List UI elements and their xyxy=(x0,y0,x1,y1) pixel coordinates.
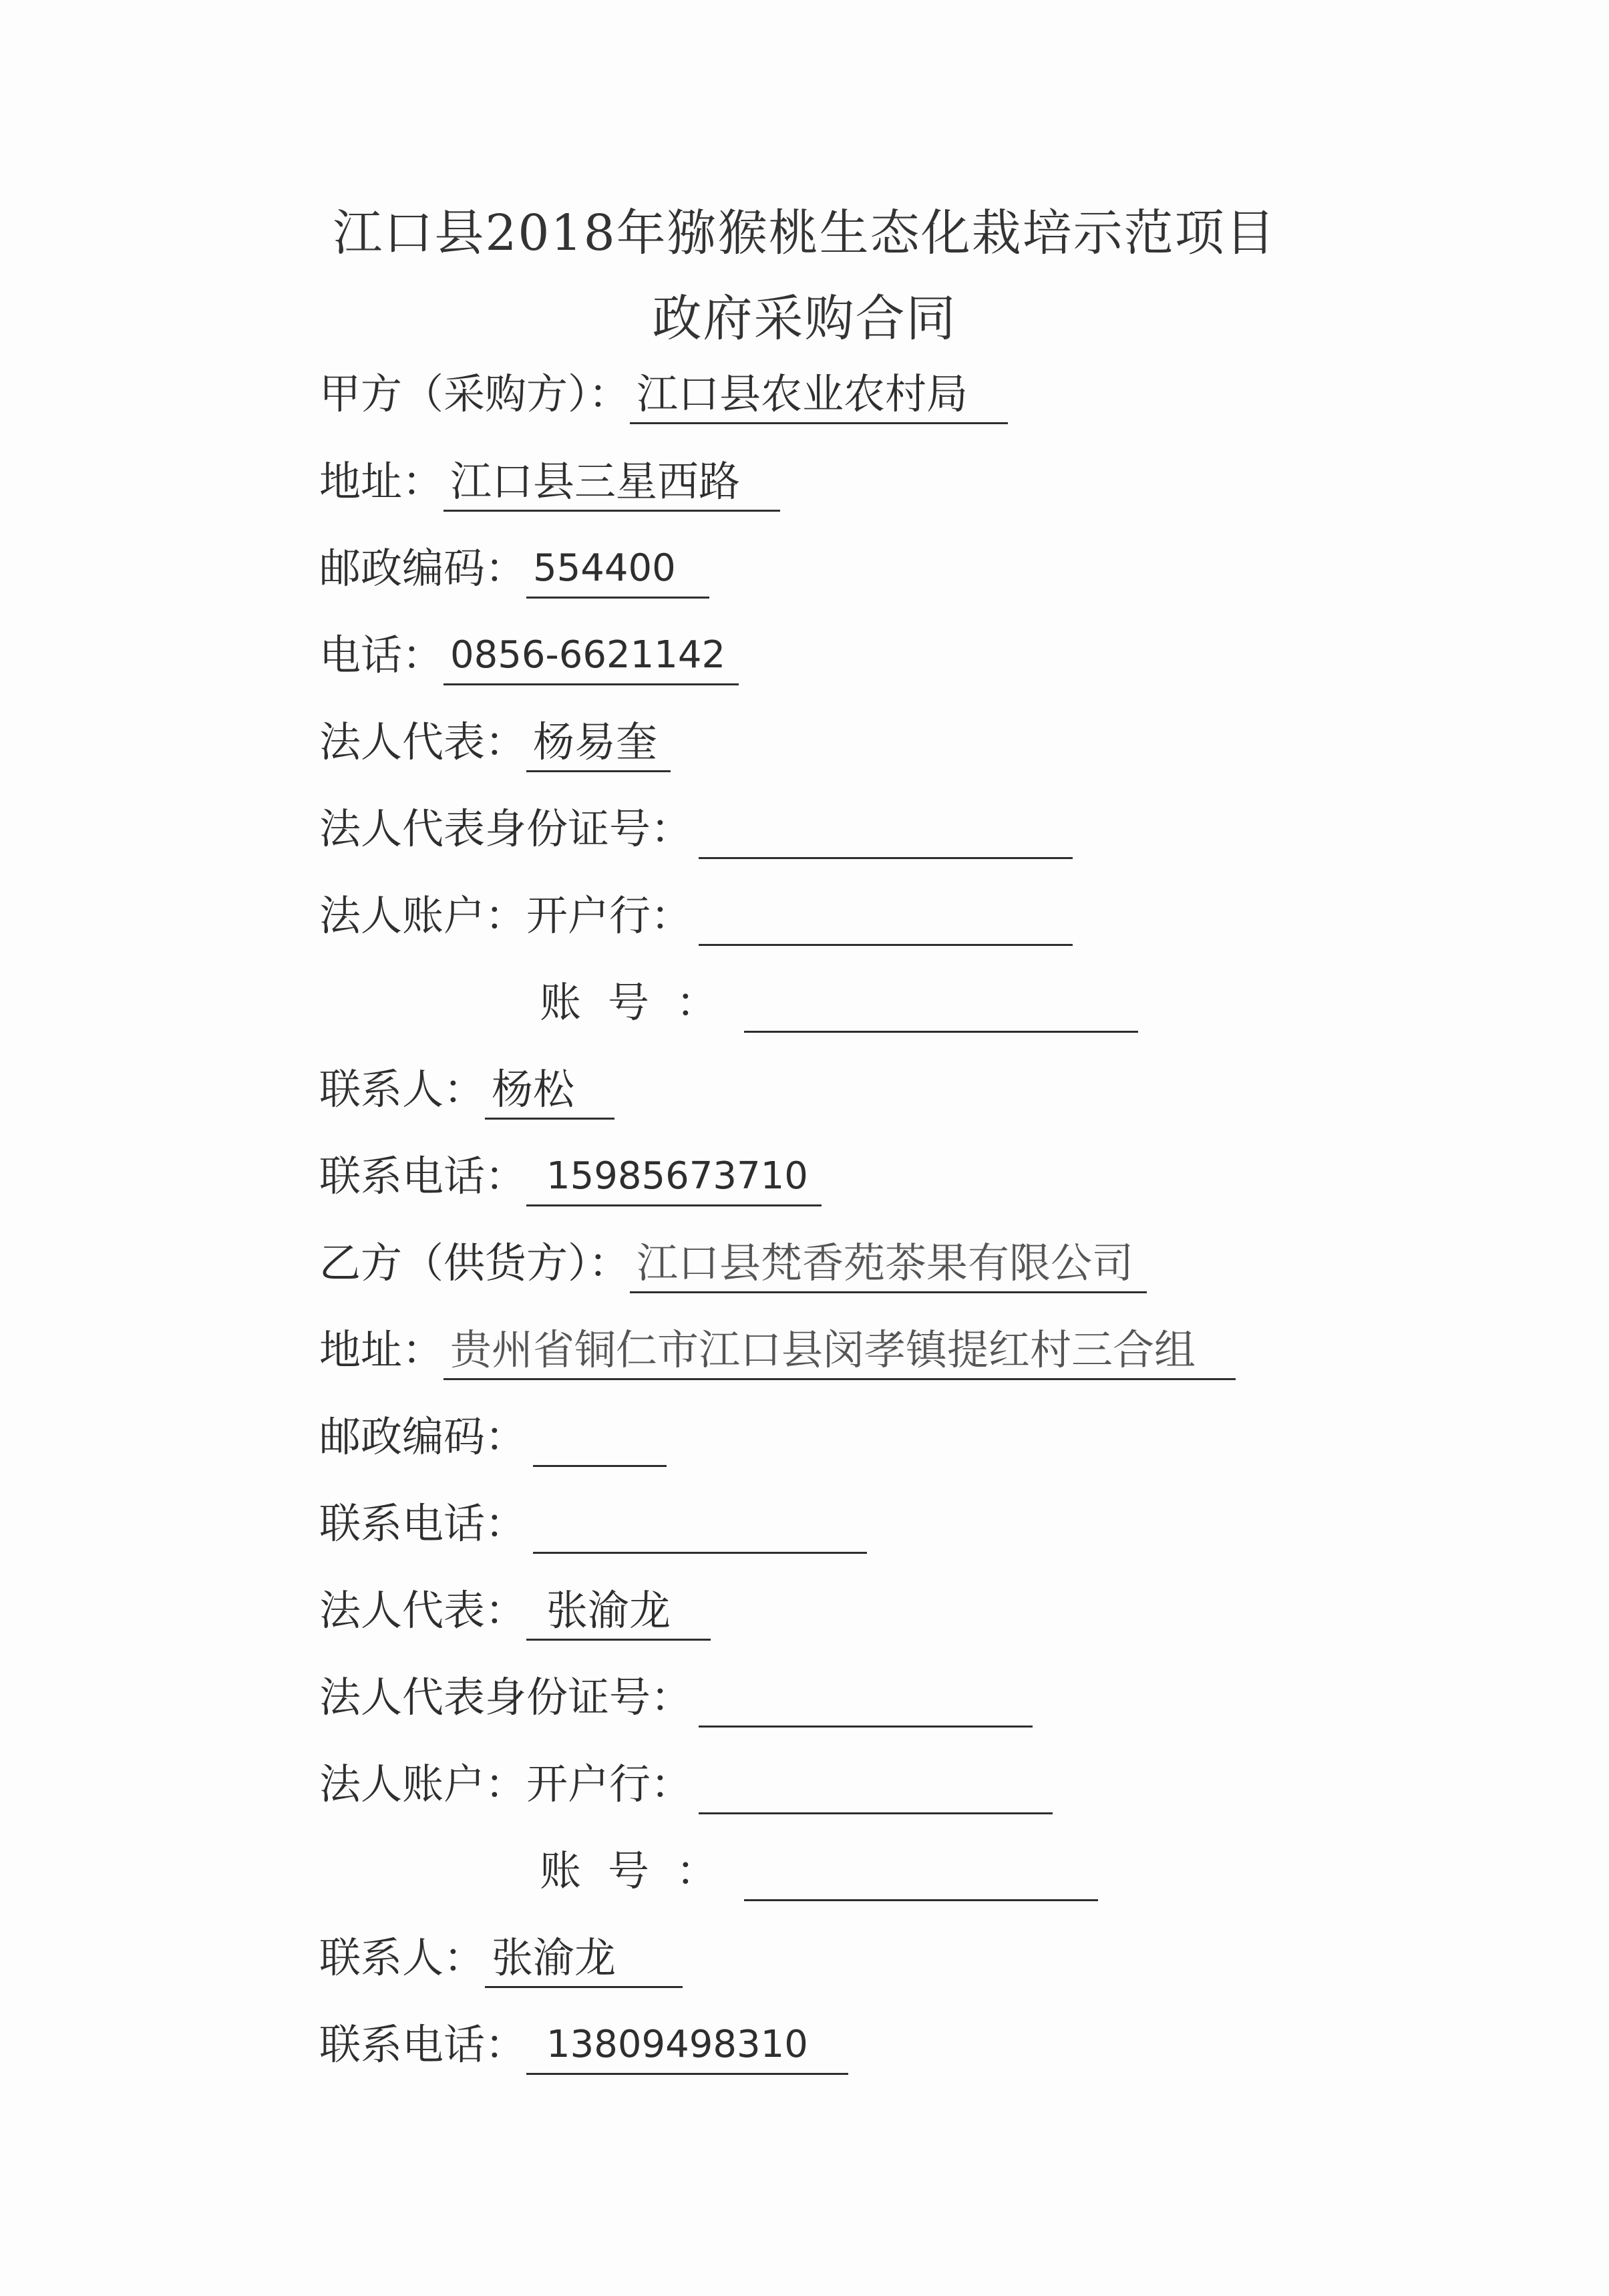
party-b-contact-row xyxy=(319,1928,683,1988)
party-a-legal-rep-field: 杨易奎 xyxy=(526,714,671,772)
party-b-postcode-field xyxy=(533,1409,667,1467)
party-b-legal-rep-label: 法人代表： xyxy=(319,1586,527,1635)
party-a-contact-phone-row xyxy=(319,1146,822,1206)
party-a-account-field xyxy=(744,975,1138,1033)
party-a-contact-field: 杨松 xyxy=(485,1061,614,1120)
party-b-name-field: 江口县梵香苑茶果有限公司 xyxy=(630,1235,1147,1293)
party-b-heading-row xyxy=(319,1233,1147,1293)
party-a-phone-label: 电话： xyxy=(319,631,444,679)
party-a-postcode-row xyxy=(319,538,709,599)
party-b-legal-rep-id-row xyxy=(319,1667,1033,1728)
party-a-legal-rep-id-row xyxy=(319,799,1073,859)
party-a-address-label: 地址： xyxy=(319,457,444,506)
party-a-account-row xyxy=(319,973,1138,1033)
party-b-address-field: 贵州省铜仁市江口县闵孝镇提红村三合组 xyxy=(443,1322,1236,1380)
party-a-postcode-field: 554400 xyxy=(526,540,709,599)
party-a-bank-field xyxy=(699,888,1073,946)
party-b-contact-phone2-label: 联系电话： xyxy=(319,2020,527,2069)
party-a-phone-field: 0856-6621142 xyxy=(443,627,739,685)
document-title-line1: 江口县2018年猕猴桃生态化栽培示范项目 xyxy=(333,204,1276,262)
party-a-bank-label: 法人账户：开户行： xyxy=(319,891,693,940)
party-a-name-field: 江口县农业农村局 xyxy=(630,366,1008,424)
party-a-legal-rep-id-field xyxy=(699,801,1073,859)
party-b-contact-phone-field xyxy=(533,1496,867,1554)
party-a-contact-phone-field: 15985673710 xyxy=(526,1148,822,1206)
party-b-contact-phone2-field: 13809498310 xyxy=(526,2017,848,2075)
party-b-contact-phone-label: 联系电话： xyxy=(319,1499,527,1548)
party-a-postcode-label: 邮政编码： xyxy=(319,544,527,593)
party-a-bank-row xyxy=(319,886,1073,946)
party-a-address-field: 江口县三星西路 xyxy=(443,454,780,512)
party-b-bank-label: 法人账户：开户行： xyxy=(319,1760,693,1808)
party-a-contact-phone-label: 联系电话： xyxy=(319,1152,527,1200)
party-b-legal-rep-id-field xyxy=(699,1669,1033,1728)
party-b-account-label: 账号： xyxy=(540,1846,745,1895)
party-a-contact-row xyxy=(319,1059,614,1120)
document-title-line2: 政府采购合同 xyxy=(652,290,957,347)
party-b-postcode-label: 邮政编码： xyxy=(319,1412,527,1461)
party-b-account-field xyxy=(744,1843,1098,1901)
party-a-heading-row xyxy=(319,364,1008,424)
party-b-bank-row xyxy=(319,1754,1053,1814)
party-b-legal-rep-id-label: 法人代表身份证号： xyxy=(319,1673,693,1721)
party-b-account-row xyxy=(319,1841,1098,1901)
party-a-legal-rep-row xyxy=(319,712,671,772)
party-b-bank-field xyxy=(699,1756,1053,1814)
party-b-contact-label: 联系人： xyxy=(319,1933,486,1982)
party-a-legal-rep-id-label: 法人代表身份证号： xyxy=(319,804,693,853)
party-a-address-row xyxy=(319,452,780,512)
party-b-contact-field: 张渝龙 xyxy=(485,1930,683,1988)
party-a-legal-rep-label: 法人代表： xyxy=(319,717,527,766)
party-b-address-row xyxy=(319,1320,1236,1380)
party-b-address-label: 地址： xyxy=(319,1325,444,1374)
party-a-contact-label: 联系人： xyxy=(319,1065,486,1114)
party-a-phone-row xyxy=(319,625,739,685)
party-a-heading-label: 甲方（采购方）： xyxy=(319,369,631,418)
party-b-contact-phone2-row xyxy=(319,2015,848,2075)
party-a-account-label: 账号： xyxy=(540,978,745,1027)
party-b-postcode-row xyxy=(319,1407,667,1467)
party-b-legal-rep-field: 张渝龙 xyxy=(526,1583,711,1641)
party-b-legal-rep-row xyxy=(319,1581,711,1641)
party-b-heading-label: 乙方（供货方）： xyxy=(319,1239,631,1287)
party-b-contact-phone-row xyxy=(319,1494,867,1554)
